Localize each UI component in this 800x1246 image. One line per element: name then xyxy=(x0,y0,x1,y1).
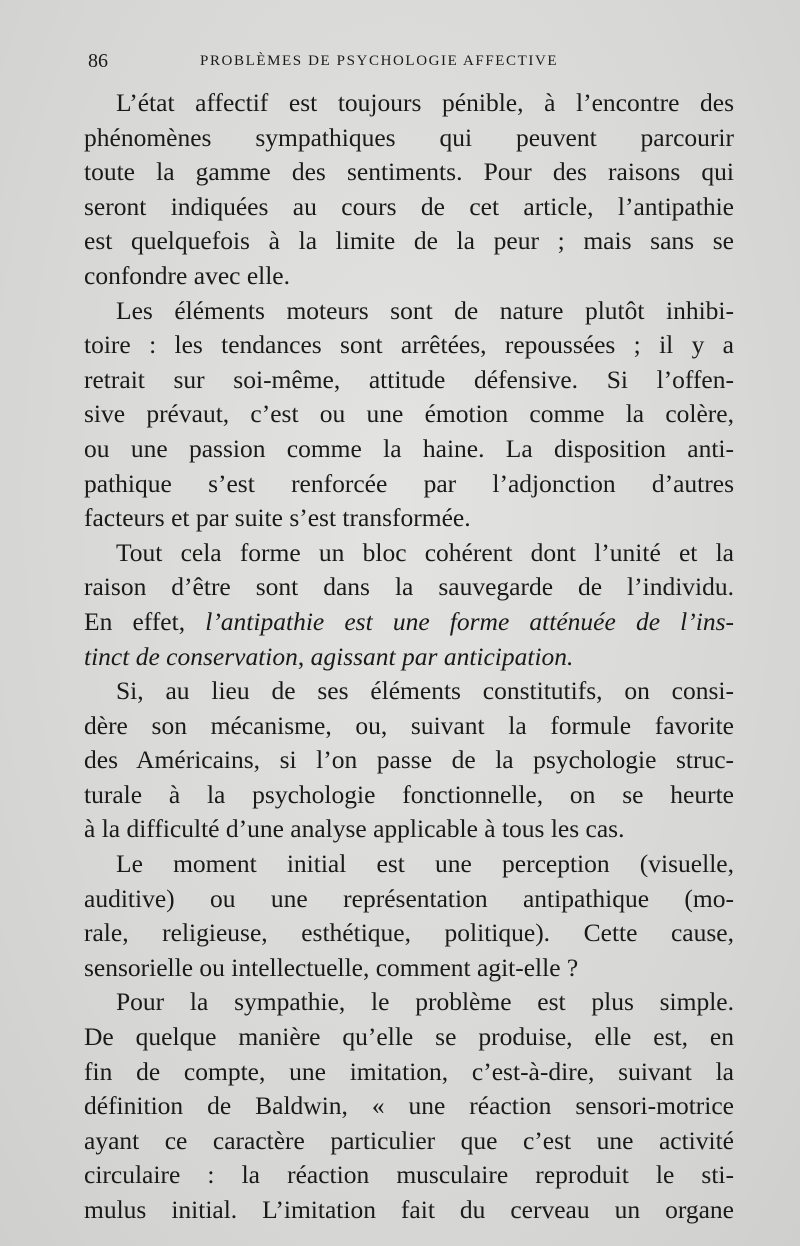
text-line: Le moment initial est une perception (visuelle, xyxy=(116,849,734,879)
text-line: Pour la sympathie, le problème est plus simple. xyxy=(116,987,734,1017)
text-line: ou une passion comme la haine. La disposition anti- xyxy=(84,433,734,463)
text-line: L’état affectif est toujours pénible, à l’encontre des xyxy=(116,88,734,117)
text-line: Les éléments moteurs sont de nature plutôt inhibi- xyxy=(116,295,734,325)
text-line: ayant ce caractère particulier que c’est une activité xyxy=(84,1125,734,1155)
text-line: toute la gamme des sentiments. Pour des raisons qui xyxy=(84,157,734,187)
text-span: , xyxy=(297,641,311,671)
text-span: En effet, xyxy=(84,606,206,636)
text-line: De quelque manière qu’elle se produise, elle est, en xyxy=(84,1022,734,1052)
text-line: auditive) ou une représentation antipathique (mo- xyxy=(84,883,734,913)
text-line: dère son mécanisme, ou, suivant la formule favorite xyxy=(84,710,734,740)
text-line: Tout cela forme un bloc cohérent dont l’unité et la xyxy=(116,537,734,567)
italic-span: agissant par anticipation. xyxy=(310,641,574,671)
italic-span: l’antipathie est une forme atténuée de l’ins- xyxy=(205,606,734,636)
text-line: circulaire : la réaction musculaire reproduit le sti- xyxy=(84,1160,734,1190)
text-line: mulus initial. L’imitation fait du cerveau un organe xyxy=(84,1195,734,1224)
text-line: raison d’être sont dans la sauvegarde de l’individu. xyxy=(84,572,734,602)
running-title: PROBLÈMES DE PSYCHOLOGIE AFFECTIVE xyxy=(200,53,559,69)
text-line xyxy=(84,640,734,675)
text-line: seront indiquées au cours de cet article, l’antipathie xyxy=(84,191,734,221)
italic-span: tinct de conservation xyxy=(84,641,298,671)
page-header xyxy=(88,50,738,74)
text-line: fin de compte, une imitation, c’est-à-dire, suivant la xyxy=(84,1056,734,1086)
text-line: facteurs et par suite s’est transformée. xyxy=(84,503,471,533)
text-line: phénomènes sympathiques qui peuvent parcourir xyxy=(84,122,734,152)
text-line: sive prévaut, c’est ou une émotion comme la colère, xyxy=(84,399,734,429)
text-line: Si, au lieu de ses éléments constitutifs, on consi- xyxy=(116,676,734,706)
text-line: confondre avec elle. xyxy=(84,260,291,290)
text-line xyxy=(84,605,734,640)
text-line: toire : les tendances sont arrêtées, repoussées ; il y a xyxy=(84,330,734,360)
text-line: pathique s’est renforcée par l’adjonction d’autres xyxy=(84,468,734,498)
text-line: est quelquefois à la limite de la peur ; mais sans se xyxy=(84,226,734,256)
page-number: 86 xyxy=(88,50,108,72)
text-line: définition de Baldwin, « une réaction sensori-motrice xyxy=(84,1091,734,1121)
body-text xyxy=(84,86,734,1228)
text-line: sensorielle ou intellectuelle, comment agit-elle ? xyxy=(84,952,579,982)
text-line: turale à la psychologie fonctionnelle, on se heurte xyxy=(84,779,734,809)
text-line: rale, religieuse, esthétique, politique). Cette cause, xyxy=(84,918,734,948)
text-line: des Américains, si l’on passe de la psychologie struc- xyxy=(84,745,734,775)
text-line: retrait sur soi-même, attitude défensive. Si l’offen- xyxy=(84,364,734,394)
text-line: à la difficulté d’une analyse applicable à tous les cas. xyxy=(84,814,625,844)
